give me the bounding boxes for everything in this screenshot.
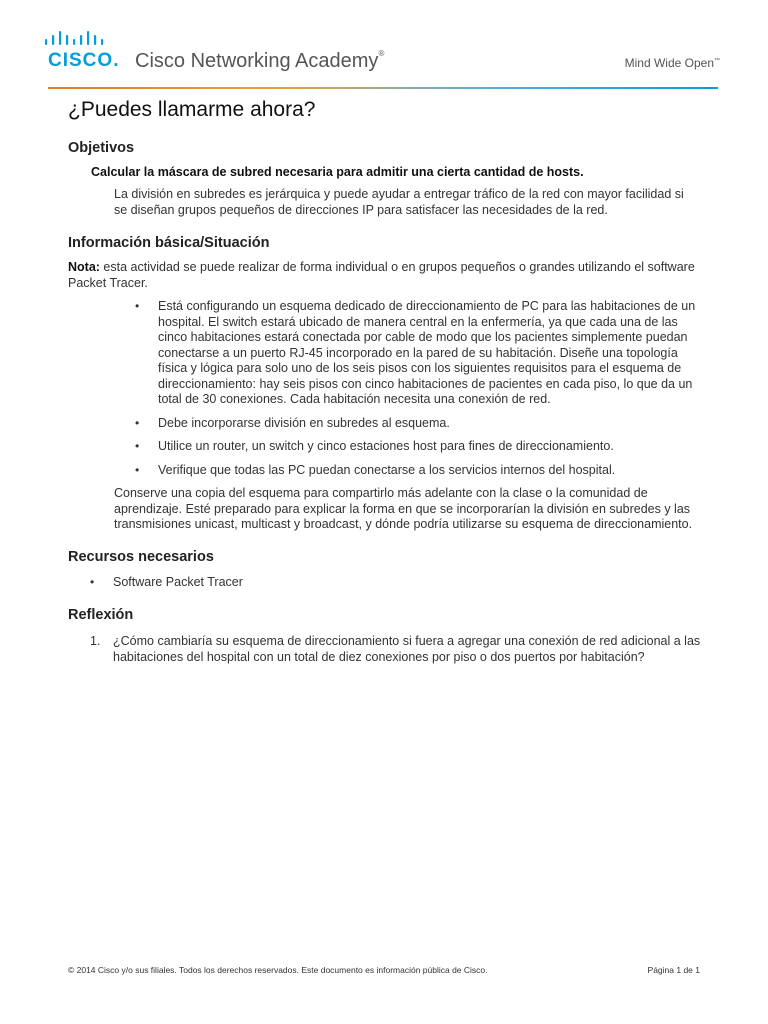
academy-name: Cisco Networking Academy® xyxy=(135,49,385,72)
page-header xyxy=(0,0,768,90)
resource-item: • Software Packet Tracer xyxy=(90,574,243,589)
document-body xyxy=(68,98,708,665)
bullet-icon: • xyxy=(135,462,140,477)
page-number: Página 1 de 1 xyxy=(647,965,700,975)
note-label: Nota: xyxy=(68,260,100,274)
list-item: • Está configurando un esquema dedicado de direccionamiento de PC para las habitaciones de un hospital. El switch estará ubicado de manera central en la enfermería, ya que cada una de las cinco habitaciones estará conectada por cable de modo que los pacientes simplemente puedan conectarse a un puerto RJ-45 incorporado en la pared de su habitación. Diseñe una topología física y lógica para solo uno de los seis pisos con los siguientes requisitos para el esquema de direccionamiento: hay seis pisos con cinco habitaciones de pacientes en cada piso, lo que da un total de 30 conexiones. Cada habitación necesita una conexión de red. xyxy=(135,299,696,406)
resources-heading: Recursos necesarios xyxy=(68,548,214,565)
reflection-question: 1. ¿Cómo cambiaría su esquema de direccionamiento si fuera a agregar una conexión de red adicional a las habitaciones del hospital con un total de diez conexiones por piso o dos puertos por habitación? xyxy=(90,634,701,664)
list-item: • Utilice un router, un switch y cinco estaciones host para fines de direccionamiento. xyxy=(135,439,614,453)
cisco-logo-bars-icon xyxy=(44,30,114,50)
copyright-notice: © 2014 Cisco y/o sus filiales. Todos los derechos reservados. Este documento es información pública de Cisco. xyxy=(68,965,488,975)
bullet-icon: • xyxy=(135,415,140,430)
list-item: • Verifique que todas las PC puedan conectarse a los servicios internos del hospital. xyxy=(135,462,616,477)
note-text: esta actividad se puede realizar de forma individual o en grupos pequeños o grandes utilizando el software Packet Tracer. xyxy=(68,260,695,290)
question-number: 1. xyxy=(90,634,101,648)
bullet-icon: • xyxy=(135,439,140,453)
objective-description: La división en subredes es jerárquica y puede ayudar a entregar tráfico de la red con mayor facilidad si se diseñan grupos pequeños de direcciones IP para satisfacer las necesidades de la red. xyxy=(114,187,684,217)
reflection-heading: Reflexión xyxy=(68,607,134,623)
tagline: Mind Wide Open™ xyxy=(624,56,720,70)
scenario-list xyxy=(68,299,708,478)
header-divider xyxy=(48,87,718,89)
closing-paragraph: Conserve una copia del esquema para compartirlo más adelante con la clase o la comunidad de aprendizaje. Esté preparado para explicar la forma en que se incorporarían la división en subredes y las transmisiones unicast, multicast y broadcast, y dónde podría utilizarse su esquema de direccionamiento. xyxy=(114,486,693,531)
background-heading: Información básica/Situación xyxy=(68,235,270,251)
list-item: • Debe incorporarse división en subredes al esquema. xyxy=(135,415,450,430)
objectives-heading: Objetivos xyxy=(68,140,135,156)
cisco-logo-wordmark: CISCO. xyxy=(48,50,120,71)
bullet-icon: • xyxy=(135,299,140,313)
page-title: ¿Puedes llamarme ahora? xyxy=(68,98,316,121)
bullet-icon: • xyxy=(90,574,95,589)
note-paragraph xyxy=(68,260,704,291)
objective-item: Calcular la máscara de subred necesaria para admitir una cierta cantidad de hosts. xyxy=(91,165,584,179)
